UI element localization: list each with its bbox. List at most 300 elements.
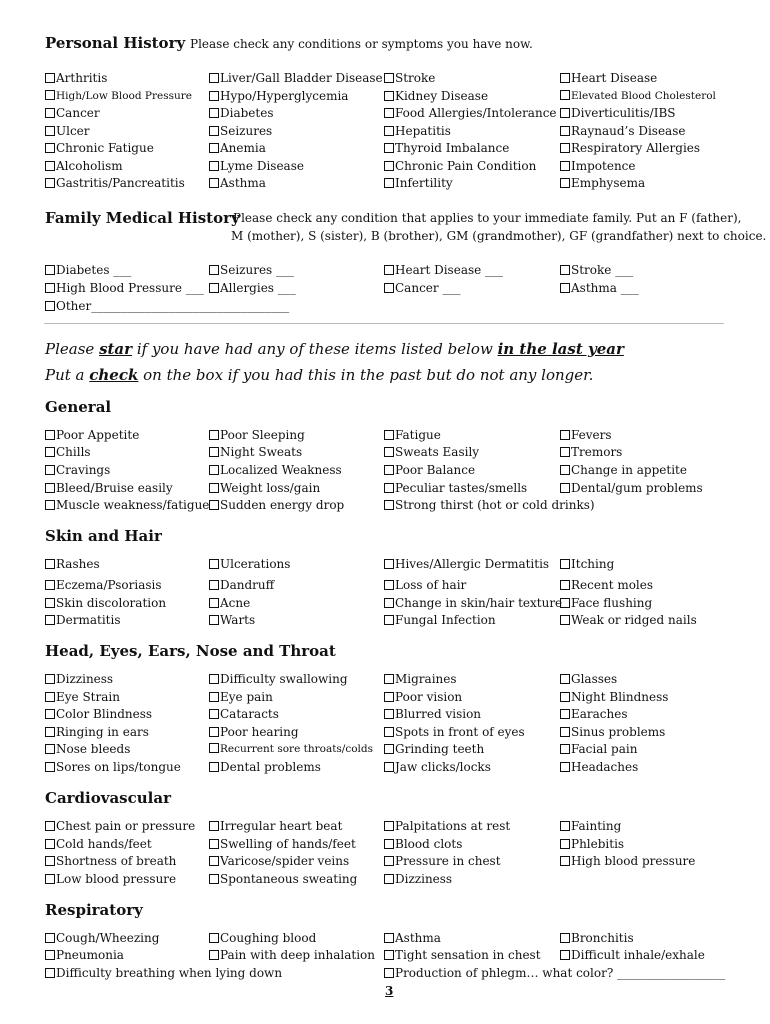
- cardio-item: [45, 836, 152, 853]
- personal-history-item: [209, 158, 304, 175]
- checkbox[interactable]: [560, 283, 570, 293]
- item-label: Night Sweats: [220, 445, 303, 459]
- family-history-item: [45, 280, 204, 297]
- heent-item: [384, 706, 481, 723]
- checkbox[interactable]: [45, 856, 55, 866]
- checkbox[interactable]: [560, 108, 570, 118]
- item-label: Dandruff: [220, 578, 275, 592]
- general-heading: General: [45, 398, 112, 416]
- personal-history-item: [560, 123, 685, 140]
- heent-item: [560, 689, 668, 706]
- checkbox[interactable]: [209, 950, 219, 960]
- checkbox[interactable]: [209, 598, 219, 608]
- checkbox[interactable]: [45, 430, 55, 440]
- checkbox[interactable]: [560, 483, 570, 493]
- checkbox[interactable]: [45, 762, 55, 772]
- checkbox[interactable]: [560, 744, 570, 754]
- personal-history-item: [45, 158, 123, 175]
- item-label: Poor Sleeping: [220, 428, 305, 442]
- page-number: 3: [385, 984, 394, 998]
- checkbox[interactable]: [560, 674, 570, 684]
- checkbox[interactable]: [209, 73, 219, 83]
- family-history-item: [209, 262, 294, 279]
- family-history-item: [45, 262, 131, 279]
- item-label: Allergies ___: [220, 281, 296, 295]
- checkbox[interactable]: [384, 744, 394, 754]
- general-item: [209, 444, 302, 461]
- checkbox[interactable]: [45, 968, 55, 978]
- checkbox[interactable]: [384, 178, 394, 188]
- checkbox[interactable]: [560, 430, 570, 440]
- skin-hair-item: [384, 612, 496, 629]
- skin-hair-item: [45, 556, 100, 573]
- personal-history-item: [560, 70, 657, 87]
- checkbox[interactable]: [45, 178, 55, 188]
- item-label: Other_________________________________: [56, 299, 290, 313]
- personal-history-item: [560, 105, 676, 122]
- checkbox[interactable]: [209, 447, 219, 457]
- item-label: Headaches: [571, 760, 639, 774]
- checkbox[interactable]: [560, 950, 570, 960]
- item-label: Asthma ___: [571, 281, 639, 295]
- checkbox[interactable]: [45, 283, 55, 293]
- skin-hair-heading: Skin and Hair: [45, 527, 162, 545]
- checkbox[interactable]: [384, 265, 394, 275]
- item-label: Heart Disease ___: [395, 263, 504, 277]
- checkbox[interactable]: [45, 692, 55, 702]
- item-label: Nose bleeds: [56, 742, 131, 756]
- checkbox[interactable]: [560, 161, 570, 171]
- checkbox[interactable]: [560, 933, 570, 943]
- personal-history-item: [384, 175, 453, 192]
- checkbox[interactable]: [209, 821, 219, 831]
- respiratory-item: [560, 930, 634, 947]
- item-label: Seizures ___: [220, 263, 295, 277]
- checkbox[interactable]: [209, 108, 219, 118]
- item-label: Stroke: [395, 71, 436, 85]
- checkbox[interactable]: [209, 161, 219, 171]
- checkbox[interactable]: [45, 709, 55, 719]
- personal-history-item: [384, 158, 536, 175]
- family-history-note-2: M (mother), S (sister), B (brother), GM (grandmother), GF (grandfather) next to choice.: [231, 229, 767, 243]
- item-label: Low blood pressure: [56, 872, 177, 886]
- checkbox[interactable]: [209, 692, 219, 702]
- checkbox[interactable]: [209, 559, 219, 569]
- checkbox[interactable]: [384, 727, 394, 737]
- checkbox[interactable]: [45, 674, 55, 684]
- general-item: [45, 427, 139, 444]
- checkbox[interactable]: [384, 580, 394, 590]
- checkbox[interactable]: [384, 821, 394, 831]
- checkbox[interactable]: [209, 465, 219, 475]
- item-label: High blood pressure: [571, 854, 696, 868]
- checkbox[interactable]: [384, 856, 394, 866]
- checkbox[interactable]: [384, 762, 394, 772]
- skin-hair-item: [209, 577, 274, 594]
- personal-history-item: [209, 70, 383, 87]
- checkbox[interactable]: [384, 283, 394, 293]
- checkbox[interactable]: [209, 727, 219, 737]
- respiratory-item: [384, 947, 541, 964]
- heent-item: [45, 671, 113, 688]
- general-item: [560, 480, 703, 497]
- item-label: Ulcer: [56, 124, 90, 138]
- item-label: High Blood Pressure ___: [56, 281, 204, 295]
- personal-history-item: [209, 140, 266, 157]
- general-item: [45, 444, 91, 461]
- item-label: Diabetes: [220, 106, 274, 120]
- item-label: Respiratory Allergies: [571, 141, 701, 155]
- item-label: Poor vision: [395, 690, 463, 704]
- cardio-item: [45, 818, 195, 835]
- heent-item: [560, 759, 638, 776]
- item-label: Loss of hair: [395, 578, 467, 592]
- personal-history-heading: Personal History: [45, 34, 186, 52]
- checkbox[interactable]: [384, 500, 394, 510]
- personal-history-item: [384, 140, 509, 157]
- item-label: Difficulty breathing when lying down: [56, 966, 283, 980]
- instruction-line-1: Please star if you have had any of these items listed below in the last year: [45, 340, 624, 358]
- general-item: [384, 444, 479, 461]
- family-history-item: [384, 262, 503, 279]
- checkbox[interactable]: [45, 744, 55, 754]
- skin-hair-item: [209, 595, 250, 612]
- checkbox[interactable]: [560, 839, 570, 849]
- item-label: Bronchitis: [571, 931, 634, 945]
- checkbox[interactable]: [384, 874, 394, 884]
- skin-hair-item: [45, 577, 162, 594]
- item-label: Color Blindness: [56, 707, 153, 721]
- personal-history-note: Please check any conditions or symptoms you have now.: [190, 37, 533, 51]
- cardio-item: [209, 871, 357, 888]
- item-label: Cravings: [56, 463, 111, 477]
- item-label: Rashes: [56, 557, 100, 571]
- checkbox[interactable]: [45, 839, 55, 849]
- item-label: Tight sensation in chest: [395, 948, 541, 962]
- checkbox[interactable]: [45, 559, 55, 569]
- item-label: Earaches: [571, 707, 628, 721]
- general-item: [45, 480, 173, 497]
- heent-item: [384, 724, 525, 741]
- heent-item: [45, 724, 149, 741]
- item-label: Chronic Pain Condition: [395, 159, 537, 173]
- checkbox[interactable]: [384, 91, 394, 101]
- checkbox[interactable]: [209, 283, 219, 293]
- checkbox[interactable]: [209, 483, 219, 493]
- heent-item: [209, 689, 273, 706]
- item-label: Cancer: [56, 106, 100, 120]
- heent-item: [45, 759, 181, 776]
- checkbox[interactable]: [209, 674, 219, 684]
- personal-history-item: [560, 88, 716, 105]
- item-label: Alcoholism: [56, 159, 123, 173]
- checkbox[interactable]: [209, 839, 219, 849]
- item-label: Poor Balance: [395, 463, 476, 477]
- skin-hair-item: [45, 595, 166, 612]
- cardio-item: [384, 818, 510, 835]
- checkbox[interactable]: [45, 580, 55, 590]
- checkbox[interactable]: [560, 465, 570, 475]
- checkbox[interactable]: [45, 73, 55, 83]
- personal-history-item: [45, 175, 185, 192]
- heent-item: [45, 689, 120, 706]
- cardio-item: [384, 853, 501, 870]
- item-label: Chills: [56, 445, 91, 459]
- checkbox[interactable]: [209, 762, 219, 772]
- item-label: Spots in front of eyes: [395, 725, 525, 739]
- skin-hair-item: [384, 556, 549, 573]
- personal-history-item: [45, 140, 154, 157]
- checkbox[interactable]: [560, 143, 570, 153]
- family-history-item: [560, 262, 633, 279]
- checkbox[interactable]: [45, 615, 55, 625]
- general-item: [560, 427, 612, 444]
- checkbox[interactable]: [560, 598, 570, 608]
- item-label: Palpitations at rest: [395, 819, 511, 833]
- cardio-item: [209, 853, 349, 870]
- checkbox[interactable]: [45, 727, 55, 737]
- checkbox[interactable]: [209, 500, 219, 510]
- cardio-item: [209, 836, 356, 853]
- checkbox[interactable]: [209, 615, 219, 625]
- item-label: Recent moles: [571, 578, 654, 592]
- item-label: Jaw clicks/locks: [395, 760, 491, 774]
- checkbox[interactable]: [560, 178, 570, 188]
- checkbox[interactable]: [45, 933, 55, 943]
- heent-item: [384, 689, 462, 706]
- item-label: Diverticulitis/IBS: [571, 106, 676, 120]
- item-label: Heart Disease: [571, 71, 658, 85]
- heent-item: [209, 671, 348, 688]
- checkbox[interactable]: [384, 559, 394, 569]
- item-label: Acne: [220, 596, 251, 610]
- heent-item: [560, 671, 617, 688]
- checkbox[interactable]: [384, 839, 394, 849]
- item-label: Fevers: [571, 428, 612, 442]
- general-item: [209, 497, 344, 514]
- checkbox[interactable]: [560, 692, 570, 702]
- checkbox[interactable]: [209, 143, 219, 153]
- item-label: Weak or ridged nails: [571, 613, 697, 627]
- checkbox[interactable]: [560, 126, 570, 136]
- checkbox[interactable]: [45, 821, 55, 831]
- item-label: Blood clots: [395, 837, 463, 851]
- checkbox[interactable]: [45, 161, 55, 171]
- checkbox[interactable]: [209, 430, 219, 440]
- checkbox[interactable]: [384, 598, 394, 608]
- checkbox[interactable]: [45, 500, 55, 510]
- checkbox[interactable]: [560, 73, 570, 83]
- item-label: Eczema/Psoriasis: [56, 578, 162, 592]
- cardio-item: [45, 871, 176, 888]
- checkbox[interactable]: [45, 950, 55, 960]
- personal-history-item: [560, 175, 645, 192]
- general-item: [45, 462, 110, 479]
- checkbox[interactable]: [560, 90, 570, 100]
- personal-history-item: [209, 88, 348, 105]
- item-label: Glasses: [571, 672, 618, 686]
- cardio-item: [560, 818, 621, 835]
- personal-history-item: [45, 105, 100, 122]
- checkbox[interactable]: [209, 874, 219, 884]
- item-label: Migraines: [395, 672, 457, 686]
- item-label: Anemia: [220, 141, 266, 155]
- checkbox[interactable]: [209, 580, 219, 590]
- item-label: Cough/Wheezing: [56, 931, 160, 945]
- item-label: Elevated Blood Cholesterol: [571, 90, 716, 102]
- checkbox[interactable]: [45, 108, 55, 118]
- respiratory-item: [45, 947, 124, 964]
- checkbox[interactable]: [209, 265, 219, 275]
- checkbox[interactable]: [45, 874, 55, 884]
- cardio-item: [560, 836, 624, 853]
- respiratory-item: [560, 947, 705, 964]
- checkbox[interactable]: [560, 762, 570, 772]
- checkbox[interactable]: [384, 692, 394, 702]
- item-label: Change in skin/hair texture: [395, 596, 563, 610]
- checkbox[interactable]: [209, 178, 219, 188]
- heent-heading: Head, Eyes, Ears, Nose and Throat: [45, 642, 336, 660]
- heent-item: [560, 724, 665, 741]
- checkbox[interactable]: [209, 126, 219, 136]
- checkbox[interactable]: [384, 483, 394, 493]
- checkbox[interactable]: [384, 143, 394, 153]
- item-label: Sweats Easily: [395, 445, 480, 459]
- checkbox[interactable]: [560, 580, 570, 590]
- checkbox[interactable]: [384, 108, 394, 118]
- item-label: Dental/gum problems: [571, 481, 703, 495]
- checkbox[interactable]: [45, 126, 55, 136]
- checkbox[interactable]: [45, 90, 55, 100]
- item-label: Cataracts: [220, 707, 279, 721]
- item-label: Blurred vision: [395, 707, 482, 721]
- checkbox[interactable]: [384, 430, 394, 440]
- item-label: Weight loss/gain: [220, 481, 321, 495]
- item-label: Lyme Disease: [220, 159, 304, 173]
- checkbox[interactable]: [384, 950, 394, 960]
- item-label: Pain with deep inhalation: [220, 948, 375, 962]
- skin-hair-item: [45, 612, 120, 629]
- general-item: [209, 462, 342, 479]
- checkbox[interactable]: [560, 265, 570, 275]
- family-history-item: [560, 280, 639, 297]
- checkbox[interactable]: [209, 743, 219, 753]
- checkbox[interactable]: [560, 559, 570, 569]
- checkbox[interactable]: [209, 856, 219, 866]
- item-label: Tremors: [571, 445, 623, 459]
- checkbox[interactable]: [45, 301, 55, 311]
- checkbox[interactable]: [45, 447, 55, 457]
- heent-item: [384, 741, 484, 758]
- item-label: Liver/Gall Bladder Disease: [220, 71, 383, 85]
- checkbox[interactable]: [45, 465, 55, 475]
- personal-history-item: [560, 140, 700, 157]
- item-label: Bleed/Bruise easily: [56, 481, 173, 495]
- item-label: Stroke ___: [571, 263, 634, 277]
- personal-history-item: [45, 70, 107, 87]
- heent-item: [209, 759, 321, 776]
- checkbox[interactable]: [384, 161, 394, 171]
- item-label: Fainting: [571, 819, 622, 833]
- item-label: Recurrent sore throats/colds: [220, 743, 374, 755]
- checkbox[interactable]: [560, 727, 570, 737]
- personal-history-item: [384, 70, 435, 87]
- skin-hair-item: [560, 577, 653, 594]
- item-label: Peculiar tastes/smells: [395, 481, 528, 495]
- checkbox[interactable]: [209, 709, 219, 719]
- cardio-heading: Cardiovascular: [45, 789, 171, 807]
- checkbox[interactable]: [384, 615, 394, 625]
- checkbox[interactable]: [45, 598, 55, 608]
- respiratory-item: [45, 930, 159, 947]
- checkbox[interactable]: [384, 709, 394, 719]
- item-label: Seizures: [220, 124, 273, 138]
- item-label: Cancer ___: [395, 281, 461, 295]
- family-history-item: [384, 280, 460, 297]
- respiratory-item: [384, 930, 441, 947]
- item-label: Emphysema: [571, 176, 646, 190]
- checkbox[interactable]: [560, 709, 570, 719]
- checkbox[interactable]: [384, 126, 394, 136]
- checkbox[interactable]: [209, 91, 219, 101]
- item-label: Fungal Infection: [395, 613, 496, 627]
- item-label: Eye Strain: [56, 690, 120, 704]
- cardio-item: [384, 871, 452, 888]
- checkbox[interactable]: [560, 856, 570, 866]
- item-label: High/Low Blood Pressure: [56, 90, 193, 102]
- item-label: Difficult inhale/exhale: [571, 948, 705, 962]
- family-history-item: [209, 280, 296, 297]
- checkbox[interactable]: [560, 615, 570, 625]
- item-label: Coughing blood: [220, 931, 317, 945]
- checkbox[interactable]: [384, 933, 394, 943]
- item-label: Localized Weakness: [220, 463, 342, 477]
- general-item: [384, 462, 475, 479]
- checkbox[interactable]: [384, 447, 394, 457]
- general-item: [209, 427, 305, 444]
- checkbox[interactable]: [209, 933, 219, 943]
- item-label: Raynaud’s Disease: [571, 124, 686, 138]
- checkbox[interactable]: [384, 73, 394, 83]
- respiratory-item: [209, 947, 375, 964]
- checkbox[interactable]: [384, 465, 394, 475]
- item-label: Fatigue: [395, 428, 441, 442]
- item-label: Spontaneous sweating: [220, 872, 358, 886]
- item-label: Poor hearing: [220, 725, 299, 739]
- item-label: Face flushing: [571, 596, 653, 610]
- checkbox[interactable]: [560, 821, 570, 831]
- checkbox[interactable]: [45, 483, 55, 493]
- general-item: [45, 497, 209, 514]
- checkbox[interactable]: [384, 968, 394, 978]
- item-label: Ulcerations: [220, 557, 291, 571]
- family-history-note-1: Please check any condition that applies to your immediate family. Put an F (father),: [233, 211, 742, 225]
- item-label: Night Blindness: [571, 690, 669, 704]
- checkbox[interactable]: [45, 265, 55, 275]
- item-label: Impotence: [571, 159, 636, 173]
- respiratory-heading: Respiratory: [45, 901, 143, 919]
- item-label: Warts: [220, 613, 256, 627]
- checkbox[interactable]: [45, 143, 55, 153]
- item-label: Strong thirst (hot or cold drinks): [395, 498, 595, 512]
- checkbox[interactable]: [384, 674, 394, 684]
- checkbox[interactable]: [560, 447, 570, 457]
- item-label: Infertility: [395, 176, 453, 190]
- section-divider: [44, 323, 724, 324]
- item-label: Production of phlegm… what color? __________________: [395, 966, 726, 980]
- item-label: Asthma: [220, 176, 266, 190]
- item-label: Sudden energy drop: [220, 498, 345, 512]
